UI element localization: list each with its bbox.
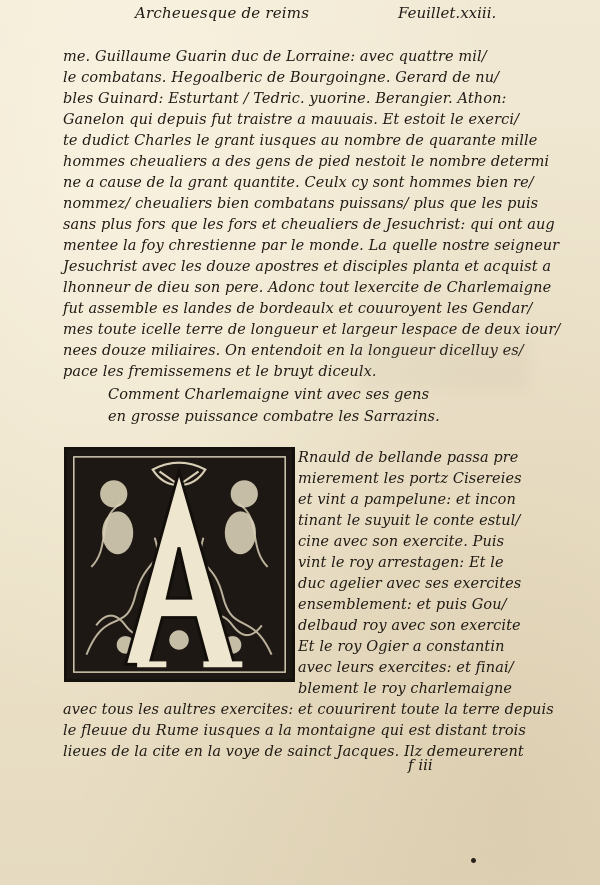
body-line: fut assemble es landes de bordeaulx et couuroyent les Gendar/ [63, 301, 533, 317]
wrap-line: mierement les portz Cisereies [298, 471, 522, 487]
body-line: bles Guinard: Esturtant / Tedric. yuorine. Berangier. Athon: [63, 91, 507, 107]
woodcut-initial-art [67, 450, 292, 679]
wrap-line: avec leurs exercites: et finai/ [298, 660, 514, 676]
wrap-line: Rnauld de bellande passa pre [298, 450, 519, 466]
signature-mark: f iii [408, 756, 433, 774]
wrap-line: Et le roy Ogier a constantin [298, 639, 505, 655]
body-line: ne a cause de la grant quantite. Ceulx cy sont hommes bien re/ [63, 175, 534, 191]
body-line: nommez/ cheualiers bien combatans puissans/ plus que les puis [63, 196, 539, 212]
body-line: pace les fremissemens et le bruyt diceulx. [63, 364, 377, 380]
folio-number: Feuillet.xxiii. [398, 4, 497, 22]
body-line: le combatans. Hegoalberic de Bourgoingne. Gerard de nu/ [63, 70, 500, 86]
wrap-line: vint le roy arrestagen: Et le [298, 555, 504, 571]
wrap-line: cine avec son exercite. Puis [298, 534, 505, 550]
running-head: Archeuesque de reims [135, 4, 310, 22]
wrap-line: ensemblement: et puis Gou/ [298, 597, 507, 613]
wrap-line: tinant le suyuit le conte estul/ [298, 513, 521, 529]
body-line: lieues de la cite en la voye de sainct Jacques. Ilz demeurerent [63, 744, 524, 760]
wrap-line: blement le roy charlemaigne [298, 681, 513, 697]
ink-dot [471, 858, 476, 863]
body-line: avec tous les aultres exercites: et couurirent toute la terre depuis [63, 702, 554, 718]
body-line: lhonneur de dieu son pere. Adonc tout lexercite de Charlemaigne [63, 280, 552, 296]
body-line: mes toute icelle terre de longueur et largeur lespace de deux iour/ [63, 322, 561, 338]
wrap-line: et vint a pampelune: et incon [298, 492, 516, 508]
paper-stain [360, 340, 530, 390]
body-line: hommes cheualiers a des gens de pied nestoit le nombre determi [63, 154, 550, 170]
chapter-heading: Comment Charlemaigne vint avec ses gens [108, 387, 430, 403]
wrap-line: duc agelier avec ses exercites [298, 576, 522, 592]
wrap-line: delbaud roy avec son exercite [298, 618, 521, 634]
body-line: nees douze miliaires. On entendoit en la longueur dicelluy es/ [63, 343, 524, 359]
body-line: le fleuue du Rume iusques a la montaigne qui est distant trois [63, 723, 526, 739]
body-line: te dudict Charles le grant iusques au nombre de quarante mille [63, 133, 538, 149]
woodcut-initial [64, 447, 295, 682]
chapter-heading: en grosse puissance combatre les Sarrazins. [108, 409, 440, 425]
body-line: Jesuchrist avec les douze apostres et disciples planta et acquist a [63, 259, 552, 275]
body-line: me. Guillaume Guarin duc de Lorraine: avec quattre mil/ [63, 49, 487, 65]
body-line: sans plus fors que les fors et cheualiers de Jesuchrist: qui ont aug [63, 217, 555, 233]
body-line: mentee la foy chrestienne par le monde. La quelle nostre seigneur [63, 238, 560, 254]
body-line: Ganelon qui depuis fut traistre a mauuais. Et estoit le exerci/ [63, 112, 520, 128]
